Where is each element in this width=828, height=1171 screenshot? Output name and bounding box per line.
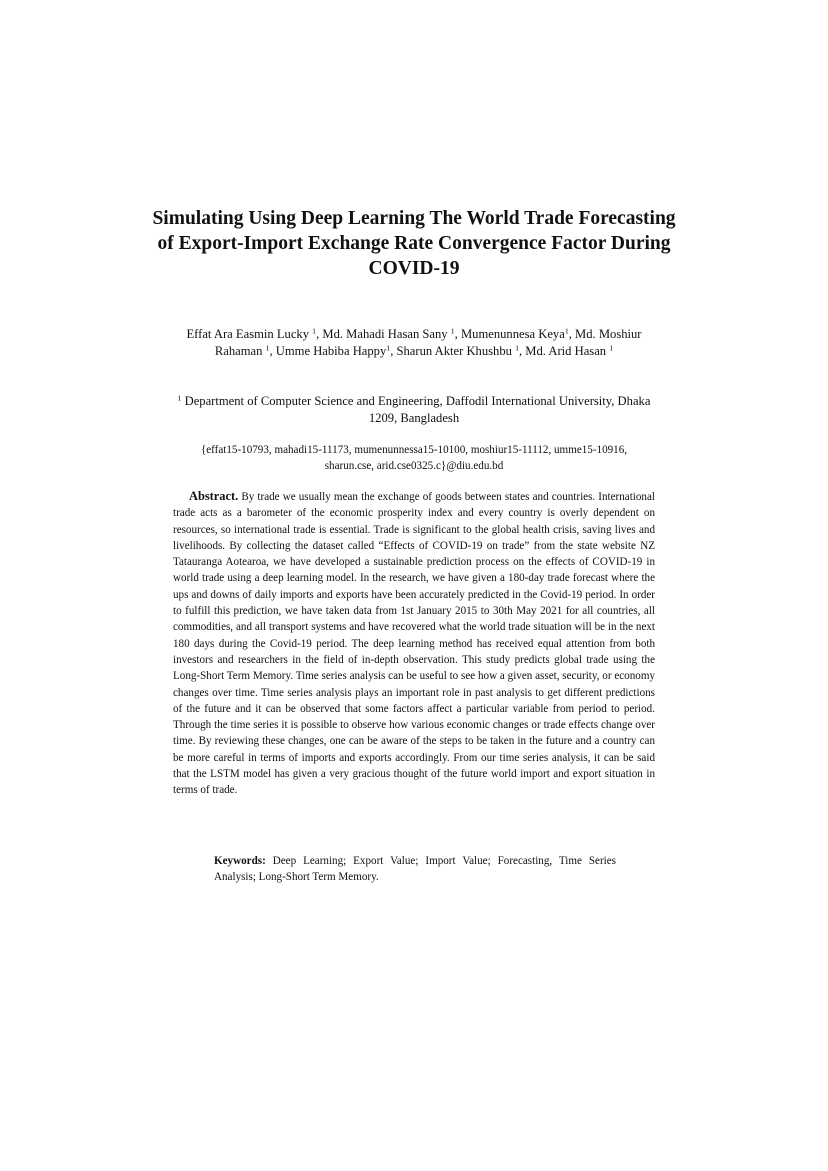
author-affiliation-mark: 1 <box>386 343 391 353</box>
paper-title: Simulating Using Deep Learning The World Trade Forecasting of Export-Import Exchange Rate Convergence Factor During COVID-19 <box>152 208 676 279</box>
author-separator: , <box>454 327 461 341</box>
author-affiliation-mark: 1 <box>515 343 519 353</box>
author-affiliation-mark: 1 <box>564 326 569 336</box>
keywords <box>214 853 616 886</box>
author-name: Md. Moshiur Rahaman <box>214 327 642 358</box>
author-list <box>168 326 660 360</box>
author-name: Mumenunnesa Keya <box>460 327 565 341</box>
author-separator: , <box>518 344 526 358</box>
author-name: Umme Habiba Happy <box>275 344 387 358</box>
author-name: Md. Arid Hasan <box>525 344 607 358</box>
author-separator: , <box>390 344 397 358</box>
abstract-text: By trade we usually mean the exchange of goods between states and countries. International trade acts as a barometer of the economic prosperity index and every country is overly dependent on resources, so international trade is essential. Trade is significant to the global health crisis, saving lives and livelihoods. By collecting the dataset called “Effects of COVID-19 on trade” from the state website NZ Tatauranga Aotearoa, we have developed a sustainable prediction process on the effects of COVID-19 in world trade using a deep learning model. In the research, we have given a 180-day trade forecast where the ups and downs of daily imports and exports have been accurately predicted in the Covid-19 period. In order to fulfill this prediction, we have taken data from 1st January 2015 to 30th May 2021 for all countries, all commodities, and all transport systems and have recovered what the world trade situation will be in the next 180 days during the Covid-19 period. The deep learning method has received equal attention from both investors and researchers in the field of in-depth observation. This study predicts global trade using the Long-Short Term Memory. Time series analysis can be useful to see how a given asset, security, or economy changes over time. Time series analysis plays an important role in past analysis to get different predictions of the future and it can be observed that some factors affect a particular variable from period to period. Through the time series it is possible to observe how various economic changes or trade effects change over time. By reviewing these changes, one can be aware of the steps to be taken in the future and a country can be more careful in terms of imports and exports accordingly. From our time series analysis, it can be said that the LSTM model has given a very gracious thought of the future world import and export situation in terms of trade. <box>173 491 655 797</box>
affiliation-mark: 1 <box>177 393 182 403</box>
author-emails: {effat15-10793, mahadi15-11173, mumenunnessa15-10100, moshiur15-11112, umme15-10916, sharun.cse, arid.cse0325.c}@diu.edu.bd <box>200 444 628 472</box>
abstract <box>173 488 655 799</box>
author-affiliation-mark: 1 <box>450 326 455 336</box>
author-affiliation-mark: 1 <box>609 343 614 353</box>
affiliation-text: Department of Computer Science and Engineering, Daffodil International University, Dhaka 1209, Bangladesh <box>184 394 651 425</box>
abstract-label: Abstract. <box>189 489 239 503</box>
author-name: Sharun Akter Khushbu <box>396 344 512 358</box>
author-name: Md. Mahadi Hasan Sany <box>322 327 448 341</box>
author-separator: , <box>316 327 323 341</box>
keywords-label: Keywords: <box>214 855 266 867</box>
author-name: Effat Ara Easmin Lucky <box>186 327 310 341</box>
affiliation <box>168 393 660 427</box>
author-affiliation-mark: 1 <box>312 326 317 336</box>
keywords-text: Deep Learning; Export Value; Import Value; Forecasting, Time Series Analysis; Long-Short Term Memory. <box>214 855 616 884</box>
author-separator: , <box>568 327 576 341</box>
author-affiliation-mark: 1 <box>265 343 270 353</box>
author-separator: , <box>269 344 276 358</box>
